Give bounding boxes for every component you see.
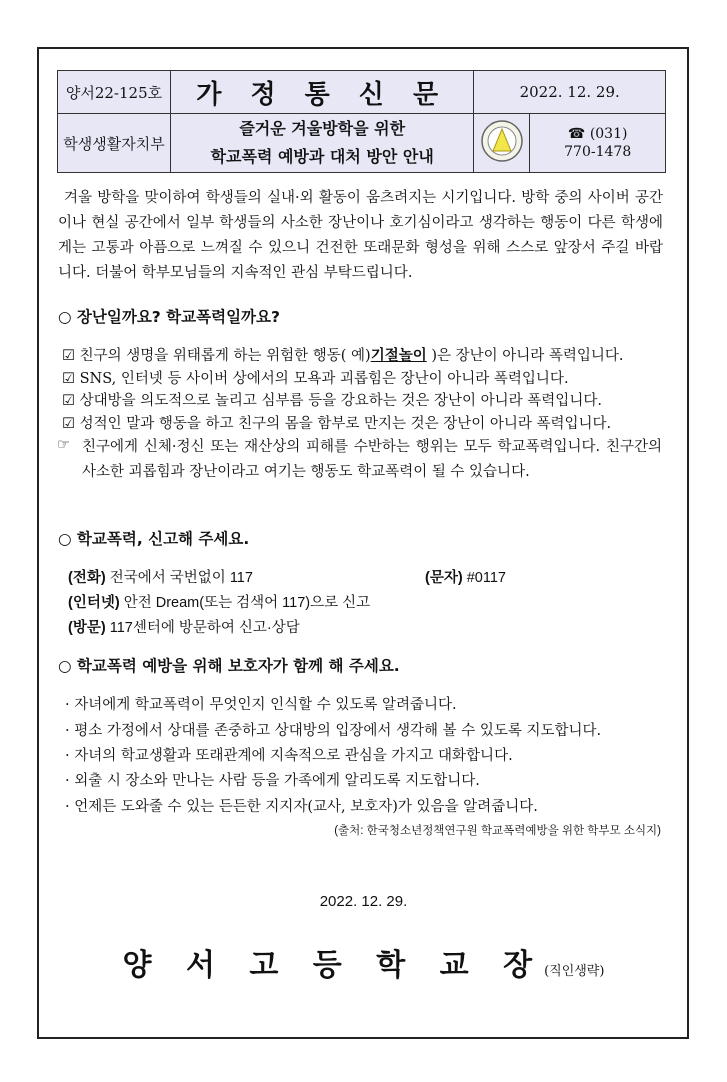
checkbox-icon: ☑ (62, 371, 75, 387)
check-item: ☑ SNS, 인터넷 등 사이버 상에서의 모욕과 괴롭힘은 장난이 아니라 폭력입니다. (62, 371, 569, 387)
department: 학생생활자치부 (58, 114, 171, 173)
doc-date: 2022. 12. 29. (474, 71, 666, 114)
report-visit: (방문) 117센터에 방문하여 신고·상담 (68, 620, 300, 636)
school-emblem-icon (480, 119, 524, 163)
checkbox-icon: ☑ (62, 393, 75, 409)
section2-heading: ○ 학교폭력, 신고해 주세요. (58, 530, 250, 548)
subtitle: 즐거운 겨울방학을 위한 학교폭력 예방과 대처 방안 안내 (171, 114, 474, 173)
doc-title: 가 정 통 신 문 (171, 71, 474, 114)
footer-date: 2022. 12. 29. (319, 893, 408, 910)
tip-item: · 언제든 도와줄 수 있는 든든한 지지자(교사, 보호자)가 있음을 알려줍니다. (65, 799, 538, 815)
header-table (57, 70, 666, 173)
intro-paragraph: 겨울 방학을 맞이하여 학생들의 실내·외 활동이 움츠려지는 시기입니다. 방학 중의 사이버 공간이나 현실 공간에서 일부 학생들의 사소한 장난이나 호기심이라고 생각하는 행동이 다른 학생에게는 고통과 아픔으로 느껴질 수 있으니 건전한 또래문화 형성을 위해 스스로 앞장서 주길 바랍니다. 더불어 학부모님들의 지속적인 관심 부탁드립니다. (58, 190, 663, 281)
principal-signature: 양 서 고 등 학 교 장(직인생략) (122, 948, 605, 983)
section1-note: 친구에게 신체·정신 또는 재산상의 피해를 수반하는 행위는 모두 학교폭력입니다. 친구간의 사소한 괴롭힘과 장난이라고 여기는 행동도 학교폭력이 될 수 있습니다. (82, 439, 662, 480)
doc-number: 양서22-125호 (58, 71, 171, 114)
section3-heading: ○ 학교폭력 예방을 위해 보호자가 함께 해 주세요. (58, 657, 400, 675)
phone-icon: ☎ (567, 126, 586, 142)
section1-heading: ○ 장난일까요? 학교폭력일까요? (58, 308, 280, 326)
source-note: (출처: 한국청소년정책연구원 학교폭력예방을 위한 학부모 소식지) (334, 825, 661, 837)
checkbox-icon: ☑ (62, 348, 75, 364)
tip-item: · 평소 가정에서 상대를 존중하고 상대방의 입장에서 생각해 볼 수 있도록 지도합니다. (65, 723, 602, 739)
check-item: ☑ 성적인 말과 행동을 하고 친구의 몸을 함부로 만지는 것은 장난이 아니라 폭력입니다. (62, 416, 612, 432)
check-item: ☑ 친구의 생명을 위태롭게 하는 위험한 행동( 예)기절놀이 )은 장난이 아니라 폭력입니다. (62, 348, 624, 364)
report-web: (인터넷) 안전 Dream(또는 검색어 117)으로 신고 (68, 595, 371, 611)
tip-item: · 자녀에게 학교폭력이 무엇인지 인식할 수 있도록 알려줍니다. (65, 697, 457, 713)
school-logo (474, 114, 530, 173)
report-sms: (문자) #0117 (425, 570, 506, 586)
check-item: ☑ 상대방을 의도적으로 놀리고 심부름 등을 강요하는 것은 장난이 아니라 폭력입니다. (62, 393, 602, 409)
checkbox-icon: ☑ (62, 416, 75, 432)
tip-item: · 외출 시 장소와 만나는 사람 등을 가족에게 알리도록 지도합니다. (65, 773, 480, 789)
report-phone: (전화) 전국에서 국번없이 117 (68, 570, 253, 586)
phone-number: ☎ (031) 770-1478 (530, 114, 666, 173)
tip-item: · 자녀의 학교생활과 또래관계에 지속적으로 관심을 가지고 대화합니다. (65, 748, 513, 764)
pointing-hand-icon: ☞ (57, 437, 70, 453)
